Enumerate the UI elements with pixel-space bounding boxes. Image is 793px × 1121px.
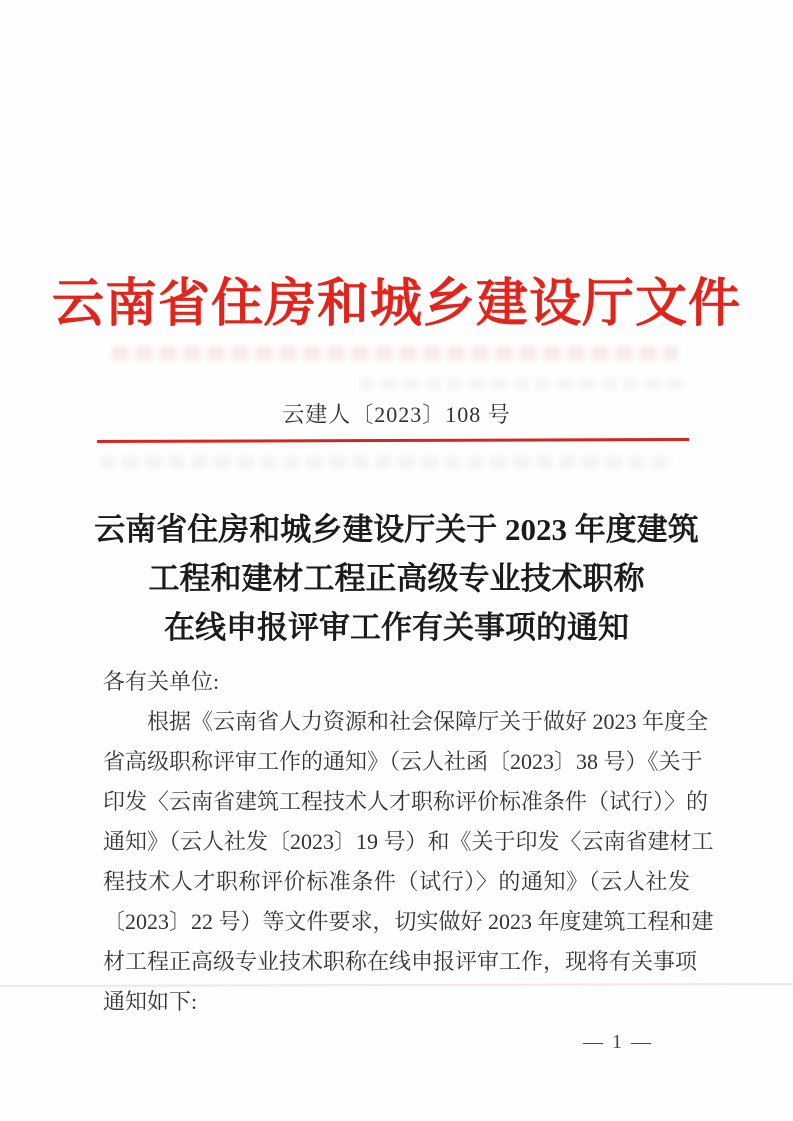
ink-bleed-artifact xyxy=(112,346,678,361)
document-number: 云建人〔2023〕108 号 xyxy=(282,402,511,427)
body-line: 〔2023〕22 号）等文件要求，切实做好 2023 年度建筑工程和建 xyxy=(103,909,714,934)
body-line: 程技术人才职称评价标准条件（试行）〉的通知》（云人社发 xyxy=(103,869,690,894)
body-line: 通知如下: xyxy=(103,989,198,1014)
letterhead-title: 云南省住房和城乡建设厅文件 xyxy=(51,276,741,333)
page-number: — 1 — xyxy=(583,1031,653,1053)
red-separator-rule xyxy=(97,438,689,443)
title-line: 云南省住房和城乡建设厅关于 2023 年度建筑 xyxy=(94,512,699,547)
document-title xyxy=(50,505,743,652)
body-text xyxy=(103,662,714,1022)
ink-bleed-artifact xyxy=(360,378,690,390)
body-line: 省高级职称评审工作的通知》（云人社函〔2023〕38 号）《关于 xyxy=(103,749,703,774)
ink-bleed-artifact xyxy=(100,456,675,469)
salutation: 各有关单位: xyxy=(103,669,220,694)
title-line: 在线申报评审工作有关事项的通知 xyxy=(164,610,629,645)
body-line: 材工程正高级专业技术职称在线申报评审工作，现将有关事项 xyxy=(103,949,698,974)
body-line: 根据《云南省人力资源和社会保障厅关于做好 2023 年度全 xyxy=(147,709,709,734)
body-line: 通知》（云人社发〔2023〕19 号）和《关于印发〈云南省建材工 xyxy=(103,829,714,854)
title-line: 工程和建材工程正高级专业技术职称 xyxy=(148,561,645,596)
body-line: 印发〈云南省建筑工程技术人才职称评价标准条件（试行）〉的 xyxy=(103,789,709,814)
